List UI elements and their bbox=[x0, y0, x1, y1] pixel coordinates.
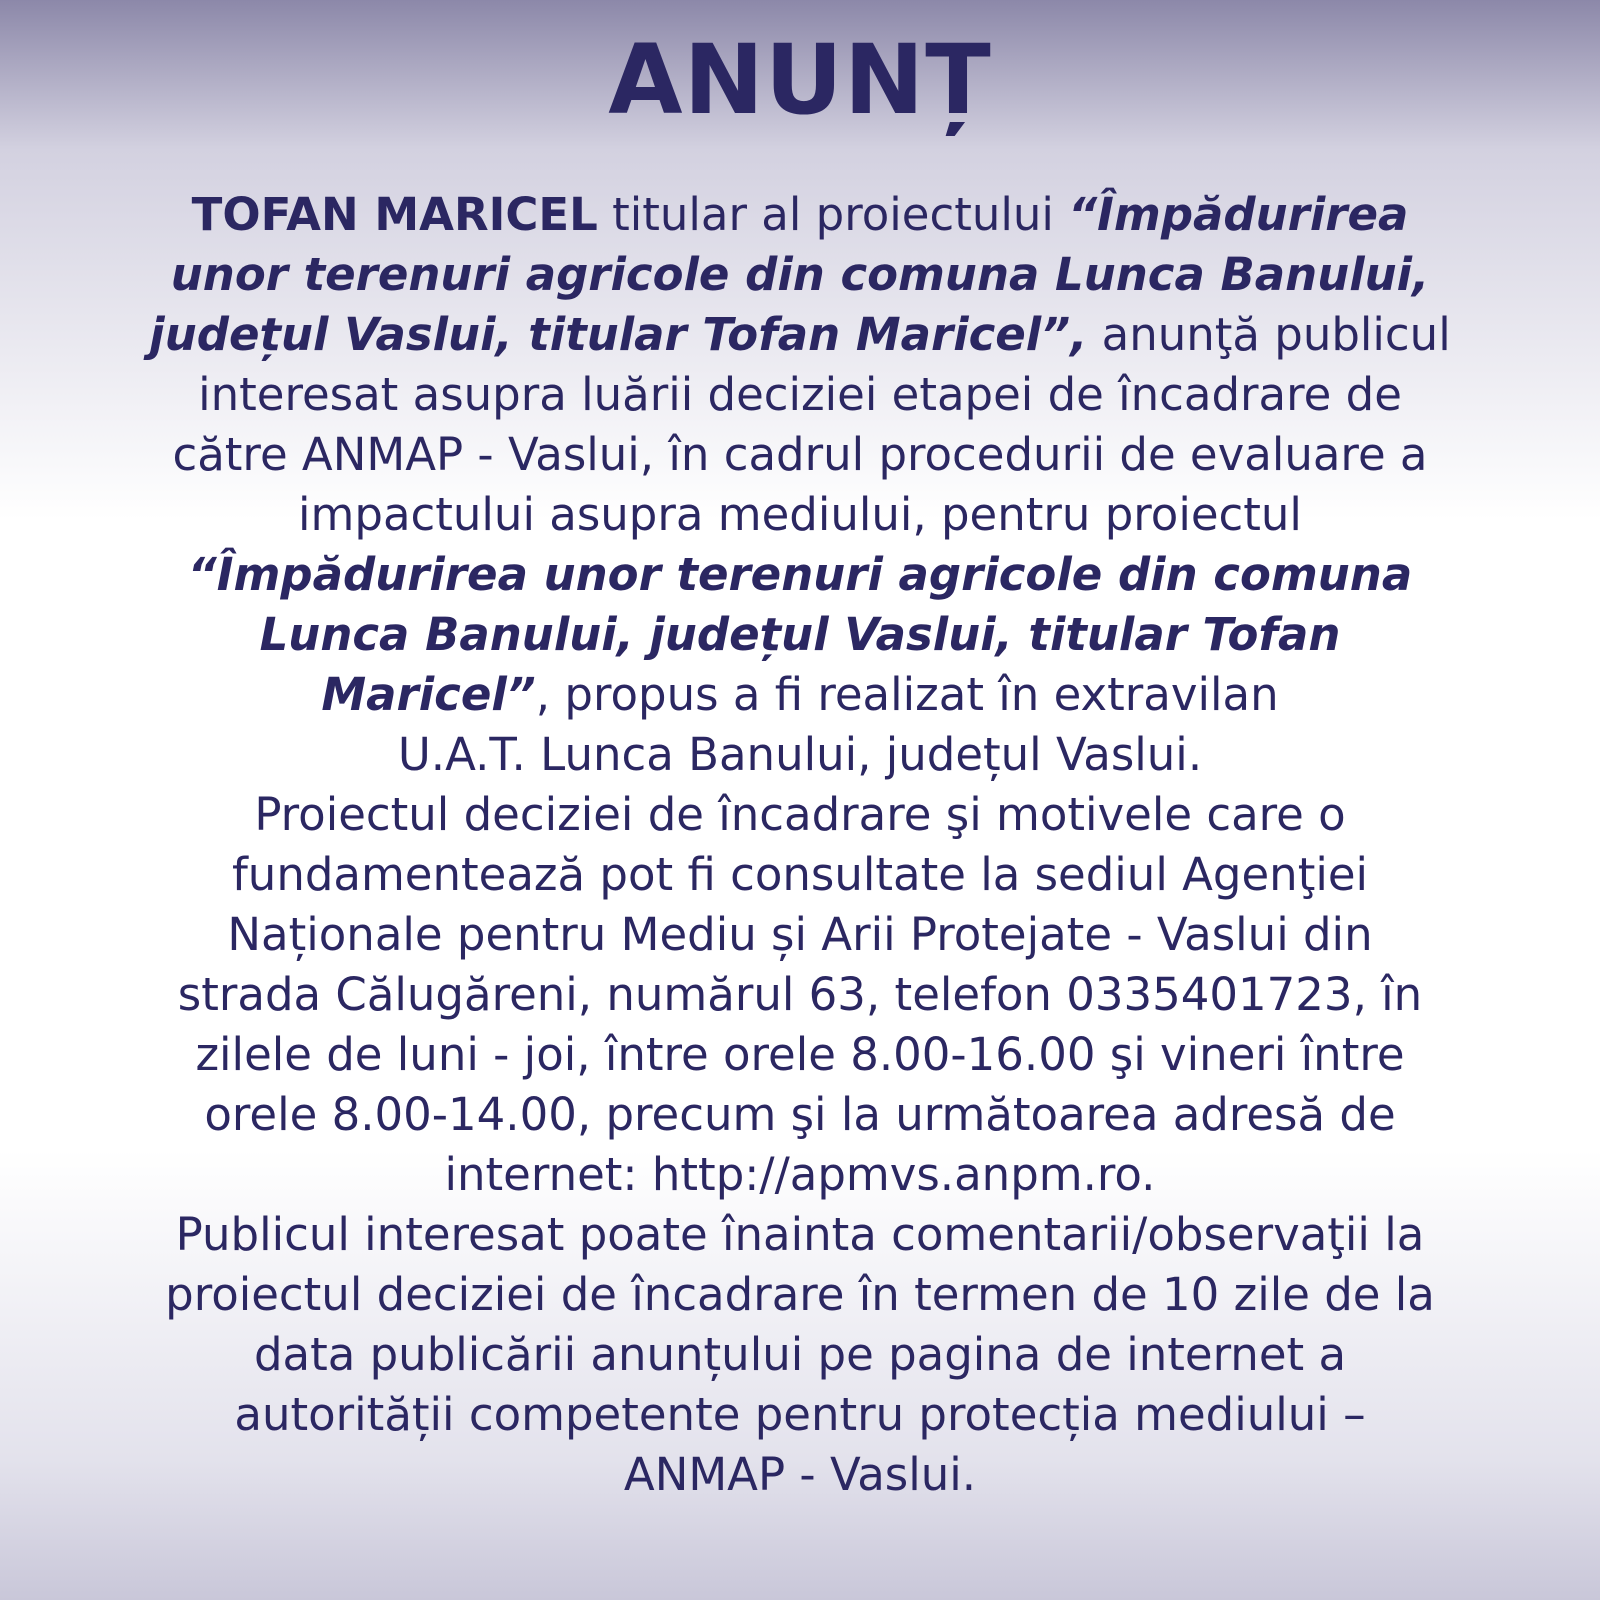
body-text-segment: zilele de luni - joi, între orele 8.00-16.00 şi vineri între bbox=[195, 1028, 1405, 1081]
text-line bbox=[30, 545, 1570, 605]
project-title-text: “Împădurirea unor terenuri agricole din comuna bbox=[187, 548, 1413, 601]
announcement-body bbox=[30, 185, 1570, 1505]
project-title-text: Lunca Banului, județul Vaslui, titular Tofan bbox=[259, 608, 1341, 661]
body-text-segment: orele 8.00-14.00, precum şi la următoarea adresă de bbox=[204, 1088, 1396, 1141]
body-text-segment: , propus a fi realizat în extravilan bbox=[535, 668, 1279, 721]
project-title-text: Maricel” bbox=[321, 668, 536, 721]
text-line bbox=[30, 1325, 1570, 1385]
text-line bbox=[30, 1265, 1570, 1325]
text-line bbox=[30, 1385, 1570, 1445]
body-text-segment: anunţă publicul bbox=[1087, 308, 1451, 361]
text-line bbox=[30, 725, 1570, 785]
text-line bbox=[30, 1205, 1570, 1265]
body-text-segment: Proiectul deciziei de încadrare şi motivele care o bbox=[254, 788, 1346, 841]
body-text-segment: Naționale pentru Mediu și Arii Protejate - Vaslui din bbox=[227, 908, 1373, 961]
body-text-segment: ANMAP - Vaslui. bbox=[623, 1448, 977, 1501]
text-line bbox=[30, 305, 1570, 365]
body-text-segment: U.A.T. Lunca Banului, județul Vaslui. bbox=[397, 728, 1203, 781]
text-line bbox=[30, 425, 1570, 485]
body-text-segment: proiectul deciziei de încadrare în termen de 10 zile de la bbox=[165, 1268, 1435, 1321]
text-line bbox=[30, 845, 1570, 905]
body-text-segment: Publicul interesat poate înainta comentarii/observaţii la bbox=[175, 1208, 1425, 1261]
holder-name: TOFAN MARICEL bbox=[191, 188, 598, 241]
body-text-segment: titular al proiectului bbox=[597, 188, 1069, 241]
text-line bbox=[30, 605, 1570, 665]
body-text-segment: internet: http://apmvs.anpm.ro. bbox=[444, 1148, 1156, 1201]
announcement-title: ANUNȚ bbox=[608, 24, 992, 136]
project-title-text: județul Vaslui, titular Tofan Maricel”, bbox=[149, 308, 1088, 361]
text-line bbox=[30, 485, 1570, 545]
body-text-segment: strada Călugăreni, numărul 63, telefon 0335401723, în bbox=[177, 968, 1423, 1021]
body-text-segment: impactului asupra mediului, pentru proiectul bbox=[298, 488, 1302, 541]
text-line bbox=[30, 365, 1570, 425]
text-line bbox=[30, 665, 1570, 725]
text-line bbox=[30, 785, 1570, 845]
text-line bbox=[30, 1085, 1570, 1145]
text-line bbox=[30, 245, 1570, 305]
text-line bbox=[30, 905, 1570, 965]
body-text-segment: fundamentează pot fi consultate la sediul Agenţiei bbox=[231, 848, 1369, 901]
project-title-text: unor terenuri agricole din comuna Lunca Banului, bbox=[170, 248, 1430, 301]
text-line bbox=[30, 185, 1570, 245]
text-line bbox=[30, 1145, 1570, 1205]
body-text-segment: către ANMAP - Vaslui, în cadrul procedurii de evaluare a bbox=[172, 428, 1428, 481]
body-text-segment: interesat asupra luării deciziei etapei de încadrare de bbox=[198, 368, 1402, 421]
text-line bbox=[30, 1445, 1570, 1505]
text-line bbox=[30, 965, 1570, 1025]
body-text-segment: autorității competente pentru protecția mediului – bbox=[234, 1388, 1366, 1441]
body-text-segment: data publicării anunțului pe pagina de internet a bbox=[253, 1328, 1347, 1381]
project-title-text: “Împădurirea bbox=[1068, 188, 1409, 241]
text-line bbox=[30, 1025, 1570, 1085]
